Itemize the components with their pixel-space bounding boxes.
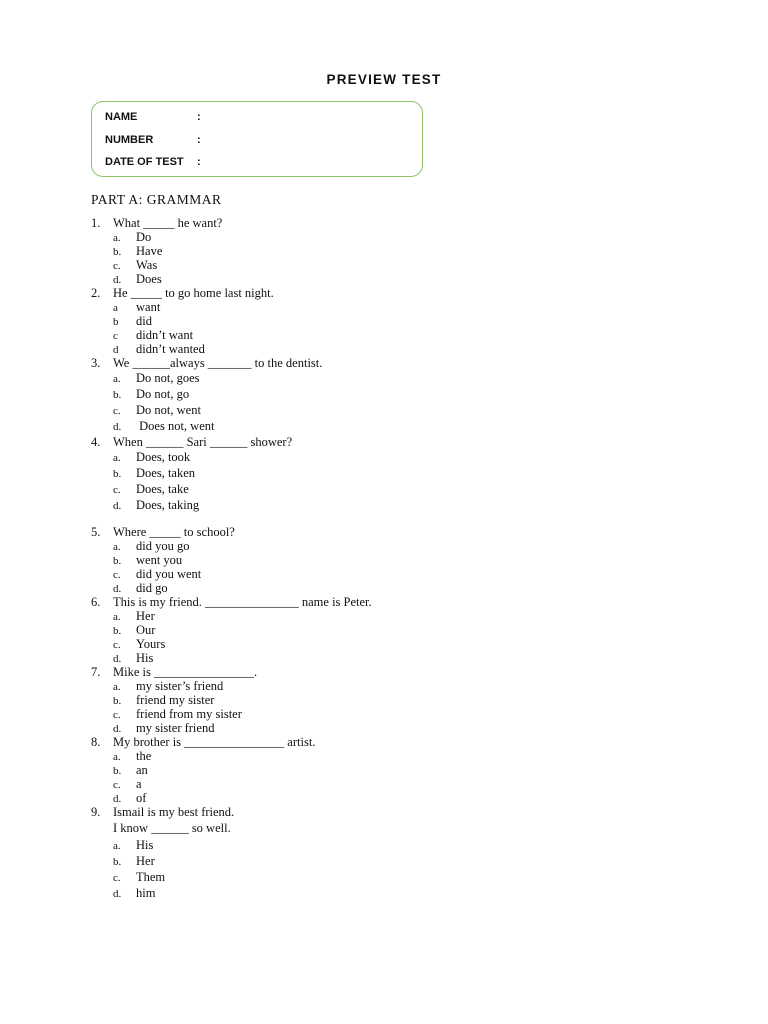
option-text: the — [136, 749, 152, 763]
option-text: did — [136, 314, 152, 328]
option-letter: c. — [113, 779, 121, 791]
option-text: my sister’s friend — [136, 679, 224, 693]
option-7-d — [113, 721, 214, 736]
question-text: When ______ Sari ______ shower? — [113, 435, 293, 449]
option-letter: d. — [113, 500, 122, 512]
question-text: We ______always _______ to the dentist. — [113, 356, 323, 370]
question-3 — [91, 356, 322, 371]
name-row — [105, 111, 201, 123]
option-letter: a. — [113, 611, 121, 623]
option-letter: a. — [113, 452, 121, 464]
option-letter: b. — [113, 555, 122, 567]
option-text: did you went — [136, 567, 202, 581]
option-text: did you go — [136, 539, 190, 553]
option-8-c — [113, 777, 142, 792]
number-colon: : — [197, 134, 201, 146]
option-letter: b. — [113, 695, 122, 707]
option-letter: a. — [113, 840, 121, 852]
option-letter: c. — [113, 484, 121, 496]
question-number: 7. — [91, 665, 101, 679]
option-letter: c — [113, 330, 118, 342]
option-5-a — [113, 539, 189, 554]
question-7 — [91, 665, 257, 680]
option-3-a — [113, 371, 200, 386]
option-2-a — [113, 300, 160, 315]
question-text: This is my friend. _______________ name is Peter. — [113, 595, 372, 609]
option-text: did go — [136, 581, 168, 595]
option-9-d — [113, 886, 155, 901]
option-text: Have — [136, 244, 163, 258]
option-letter: d — [113, 344, 119, 356]
option-text: Does — [136, 272, 162, 286]
option-letter: b. — [113, 856, 122, 868]
section-title: PART A: GRAMMAR — [91, 192, 222, 207]
option-8-a — [113, 749, 151, 764]
option-2-d — [113, 342, 205, 357]
option-6-b — [113, 623, 155, 638]
option-text: Do not, goes — [136, 371, 200, 385]
option-6-a — [113, 609, 155, 624]
option-7-a — [113, 679, 223, 694]
option-text: went you — [136, 553, 183, 567]
question-4 — [91, 435, 292, 450]
question-text: Ismail is my best friend. — [113, 805, 235, 819]
question-number: 3. — [91, 356, 101, 370]
question-9 — [91, 805, 234, 820]
question-text: He _____ to go home last night. — [113, 286, 274, 300]
option-text: Do not, go — [136, 387, 190, 401]
question-2 — [91, 286, 274, 301]
option-2-b — [113, 314, 152, 329]
option-9-a — [113, 838, 153, 853]
option-1-c — [113, 258, 157, 273]
option-letter: a. — [113, 373, 121, 385]
option-text: an — [136, 763, 148, 777]
option-text: him — [136, 886, 156, 900]
option-text: friend my sister — [136, 693, 215, 707]
option-letter: a. — [113, 751, 121, 763]
option-letter: a. — [113, 681, 121, 693]
question-number: 5. — [91, 525, 101, 539]
question-8 — [91, 735, 315, 750]
page-title: PREVIEW TEST — [326, 72, 442, 87]
option-4-d — [113, 498, 199, 513]
option-2-c — [113, 328, 193, 343]
option-letter: d. — [113, 653, 122, 665]
option-9-b — [113, 854, 155, 869]
option-3-c — [113, 403, 201, 418]
option-letter: c. — [113, 639, 121, 651]
question-text: What _____ he want? — [113, 216, 223, 230]
option-letter: d. — [113, 723, 122, 735]
option-letter: d. — [113, 793, 122, 805]
option-letter: a — [113, 302, 118, 314]
option-5-c — [113, 567, 201, 582]
question-number: 2. — [91, 286, 101, 300]
option-letter: c. — [113, 872, 121, 884]
question-text: My brother is ________________ artist. — [113, 735, 316, 749]
date-colon: : — [197, 156, 201, 168]
question-number: 8. — [91, 735, 101, 749]
option-letter: b. — [113, 765, 122, 777]
option-8-b — [113, 763, 148, 778]
option-text: Do not, went — [136, 403, 201, 417]
question-6 — [91, 595, 372, 610]
option-text: His — [136, 838, 154, 852]
option-1-b — [113, 244, 162, 259]
date-row — [105, 156, 201, 168]
option-letter: b. — [113, 625, 122, 637]
student-info-box — [91, 101, 423, 177]
option-text: His — [136, 651, 154, 665]
option-letter: c. — [113, 569, 121, 581]
option-text: friend from my sister — [136, 707, 242, 721]
option-6-c — [113, 637, 165, 652]
option-7-b — [113, 693, 214, 708]
option-letter: c. — [113, 260, 121, 272]
option-text: Does not, went — [136, 419, 215, 433]
name-label: NAME — [105, 111, 138, 123]
question-5 — [91, 525, 235, 540]
option-text: didn’t wanted — [136, 342, 205, 356]
option-3-b — [113, 387, 189, 402]
name-colon: : — [197, 111, 201, 123]
question-text-line2: I know ______ so well. — [113, 821, 231, 835]
option-text: Them — [136, 870, 166, 884]
option-text: didn’t want — [136, 328, 194, 342]
question-number: 4. — [91, 435, 101, 449]
date-label: DATE OF TEST — [105, 156, 184, 168]
option-text: Our — [136, 623, 156, 637]
option-letter: b — [113, 316, 119, 328]
option-text: Does, taking — [136, 498, 200, 512]
option-text: Was — [136, 258, 158, 272]
option-letter: a. — [113, 541, 121, 553]
option-5-d — [113, 581, 168, 596]
number-label: NUMBER — [105, 134, 154, 146]
option-8-d — [113, 791, 146, 806]
option-text: of — [136, 791, 147, 805]
option-letter: d. — [113, 888, 122, 900]
option-text: Does, taken — [136, 466, 196, 480]
option-text: Does, took — [136, 450, 191, 464]
question-1 — [91, 216, 222, 231]
question-number: 1. — [91, 216, 101, 230]
option-letter: c. — [113, 709, 121, 721]
question-number: 9. — [91, 805, 101, 819]
question-text: Mike is ________________. — [113, 665, 258, 679]
option-4-b — [113, 466, 195, 481]
option-letter: a. — [113, 232, 121, 244]
option-letter: c. — [113, 405, 121, 417]
option-text: Does, take — [136, 482, 189, 496]
option-letter: d. — [113, 583, 122, 595]
option-text: Her — [136, 854, 155, 868]
question-number: 6. — [91, 595, 101, 609]
option-letter: b. — [113, 389, 122, 401]
option-9-c — [113, 870, 165, 885]
option-3-d — [113, 419, 214, 434]
option-letter: b. — [113, 246, 122, 258]
option-text: want — [136, 300, 161, 314]
option-7-c — [113, 707, 242, 722]
option-text: Her — [136, 609, 155, 623]
option-letter: d. — [113, 421, 122, 433]
option-4-c — [113, 482, 189, 497]
option-1-a — [113, 230, 151, 245]
number-row — [105, 134, 201, 146]
option-letter: d. — [113, 274, 122, 286]
option-1-d — [113, 272, 162, 287]
option-text: a — [136, 777, 142, 791]
option-letter: b. — [113, 468, 122, 480]
option-6-d — [113, 651, 153, 666]
option-5-b — [113, 553, 182, 568]
option-text: my sister friend — [136, 721, 215, 735]
option-4-a — [113, 450, 190, 465]
option-text: Yours — [136, 637, 166, 651]
option-text: Do — [136, 230, 152, 244]
question-text: Where _____ to school? — [113, 525, 235, 539]
